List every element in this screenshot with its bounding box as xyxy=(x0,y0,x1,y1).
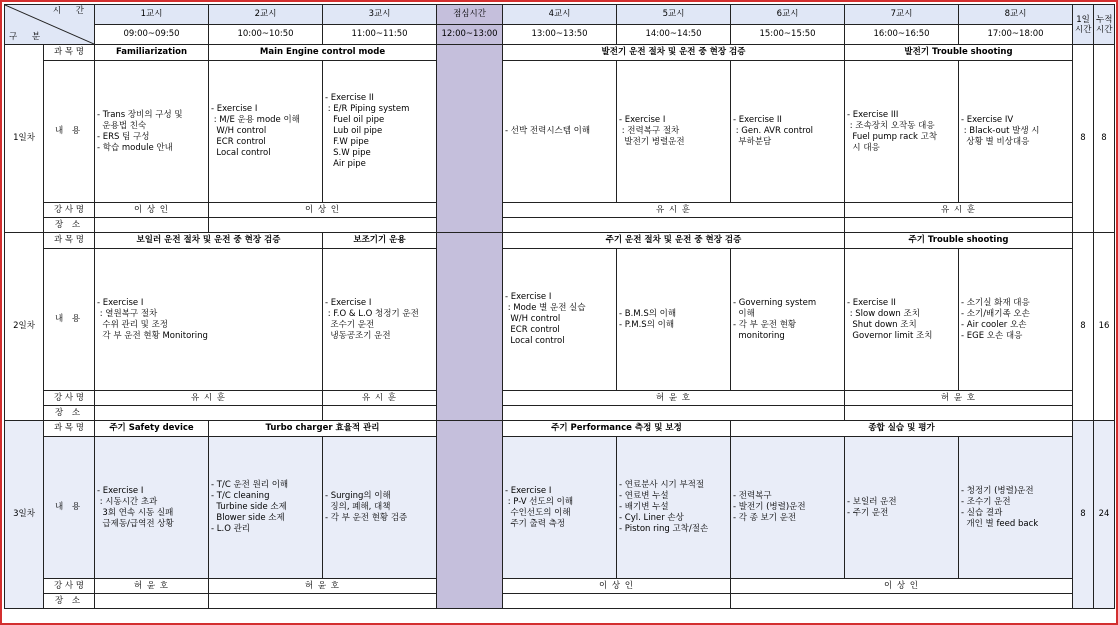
day3-content-p3: - Surging의 이해 징의, 폐해, 대책 - 각 부 운전 현황 검증 xyxy=(323,437,437,579)
day1-cumulative-hours: 8 xyxy=(1094,45,1115,233)
day3-venue-cell xyxy=(503,594,731,609)
day3-instructor-row xyxy=(5,579,1115,594)
day2-content-p8: - 소기실 화재 대응 - 소기/배기족 오손 - Air cooler 오손 - EGE 오손 대응 xyxy=(959,249,1073,391)
period-3-time: 11:00~11:50 xyxy=(323,25,437,45)
day3-instructor-2: 허 윤 호 xyxy=(209,579,437,594)
header-row-periods xyxy=(5,5,1115,25)
day1-content-p3: - Exercise II : E/R Piping system Fuel oil pipe Lub oil pipe F.W pipe S.W pipe Air pipe xyxy=(323,61,437,203)
day2-content-p7: - Exercise II : Slow down 조치 Shut down 조치 Governor limit 조치 xyxy=(845,249,959,391)
day2-venue-cell xyxy=(95,406,323,421)
daily-hours-header: 1일 시간 xyxy=(1073,5,1094,45)
period-5-time: 14:00~14:50 xyxy=(617,25,731,45)
day2-lunch-block xyxy=(437,233,503,421)
day2-subject-row xyxy=(5,233,1115,249)
day1-content-p6: - Exercise II : Gen. AVR control 부하분담 xyxy=(731,61,845,203)
instructor-label: 강 사 명 xyxy=(44,391,95,406)
day3-content-p6: - 전력복구 - 발전기 (병렬)운전 - 각 종 보기 운전 xyxy=(731,437,845,579)
instructor-label: 강 사 명 xyxy=(44,579,95,594)
day2-content-p6: - Governing system 이해 - 각 부 운전 현황 monitoring xyxy=(731,249,845,391)
period-2-time: 10:00~10:50 xyxy=(209,25,323,45)
day1-venue-row xyxy=(5,218,1115,233)
period-7-time: 16:00~16:50 xyxy=(845,25,959,45)
training-schedule-table xyxy=(4,4,1115,609)
day2-instructor-4: 허 윤 호 xyxy=(845,391,1073,406)
period-8-label: 8교시 xyxy=(959,5,1073,25)
day2-venue-cell xyxy=(503,406,845,421)
corner-section-label: 구 분 xyxy=(9,32,47,42)
period-7-label: 7교시 xyxy=(845,5,959,25)
venue-label: 장 소 xyxy=(44,406,95,421)
period-5-label: 5교시 xyxy=(617,5,731,25)
day1-subject-4: 발전기 Trouble shooting xyxy=(845,45,1073,61)
corner-time-label: 시 간 xyxy=(52,6,90,16)
day2-content-p3: - Exercise I : F.O & L.O 청정기 운전 조수기 운전 냉동공조기 운전 xyxy=(323,249,437,391)
day2-instructor-3: 허 윤 호 xyxy=(503,391,845,406)
day1-content-p2: - Exercise I : M/E 운용 mode 이해 W/H control ECR control Local control xyxy=(209,61,323,203)
cumulative-hours-header: 누적 시간 xyxy=(1094,5,1115,45)
day2-subject-2: 보조기기 운용 xyxy=(323,233,437,249)
day1-venue-cell xyxy=(95,218,209,233)
day3-content-row xyxy=(5,437,1115,579)
day1-content-p1: - Trans 장비의 구성 및 운용법 친숙 - ERS 팀 구성 - 학습 module 안내 xyxy=(95,61,209,203)
day2-label: 2일차 xyxy=(5,233,44,421)
day3-lunch-block xyxy=(437,421,503,609)
subject-label: 과 목 명 xyxy=(44,233,95,249)
day2-subject-1: 보일러 운전 절차 및 운전 중 현장 검증 xyxy=(95,233,323,249)
day3-content-p8: - 청정기 (병렬)운전 - 조수기 운전 - 실습 결과 개인 별 feed back xyxy=(959,437,1073,579)
day2-content-p4: - Exercise I : Mode 별 운전 실습 W/H control ECR control Local control xyxy=(503,249,617,391)
day2-content-row xyxy=(5,249,1115,391)
day3-subject-1: 주기 Safety device xyxy=(95,421,209,437)
day2-venue-row xyxy=(5,406,1115,421)
day1-daily-hours: 8 xyxy=(1073,45,1094,233)
period-2-label: 2교시 xyxy=(209,5,323,25)
day3-label: 3일차 xyxy=(5,421,44,609)
instructor-label: 강 사 명 xyxy=(44,203,95,218)
day2-venue-cell xyxy=(845,406,1073,421)
day2-content-p12: - Exercise I : 열원복구 절차 수위 관리 및 조정 각 부 운전 현황 Monitoring xyxy=(95,249,323,391)
day1-content-p8: - Exercise IV : Black-out 발생 시 상황 별 비상대응 xyxy=(959,61,1073,203)
day2-daily-hours: 8 xyxy=(1073,233,1094,421)
day1-lunch-block xyxy=(437,45,503,233)
period-6-label: 6교시 xyxy=(731,5,845,25)
content-label: 내 용 xyxy=(44,437,95,579)
period-4-time: 13:00~13:50 xyxy=(503,25,617,45)
day2-subject-4: 주기 Trouble shooting xyxy=(845,233,1073,249)
day1-instructor-row xyxy=(5,203,1115,218)
day3-subject-2: Turbo charger 효율적 관리 xyxy=(209,421,437,437)
day2-cumulative-hours: 16 xyxy=(1094,233,1115,421)
day1-instructor-1: 이 상 인 xyxy=(95,203,209,218)
day1-subject-1: Familiarization xyxy=(95,45,209,61)
day1-venue-cell xyxy=(209,218,437,233)
day3-content-p4: - Exercise I : P-V 선도의 이해 수인선도의 이해 주기 출력 측정 xyxy=(503,437,617,579)
period-3-label: 3교시 xyxy=(323,5,437,25)
period-4-label: 4교시 xyxy=(503,5,617,25)
day3-venue-row xyxy=(5,594,1115,609)
day2-instructor-row xyxy=(5,391,1115,406)
day1-subject-row xyxy=(5,45,1115,61)
day1-instructor-2: 이 상 인 xyxy=(209,203,437,218)
day3-content-p1: - Exercise I : 시동시간 초과 3회 연속 시동 실패 급제동/급역전 상황 xyxy=(95,437,209,579)
day3-instructor-3: 이 상 인 xyxy=(503,579,731,594)
day1-content-p7: - Exercise III : 조속장치 오작동 대응 Fuel pump rack 고착 시 대응 xyxy=(845,61,959,203)
day1-subject-3: 발전기 운전 절차 및 운전 중 현장 검증 xyxy=(503,45,845,61)
day2-subject-3: 주기 운전 절차 및 운전 중 현장 검증 xyxy=(503,233,845,249)
lunch-time: 12:00~13:00 xyxy=(437,25,503,45)
lunch-label: 점심시간 xyxy=(437,5,503,25)
period-1-label: 1교시 xyxy=(95,5,209,25)
period-8-time: 17:00~18:00 xyxy=(959,25,1073,45)
day1-subject-2: Main Engine control mode xyxy=(209,45,437,61)
day3-venue-cell xyxy=(209,594,437,609)
day3-content-p2: - T/C 운전 원리 이해 - T/C cleaning Turbine side 소제 Blower side 소제 - L.O 관리 xyxy=(209,437,323,579)
day2-instructor-1: 유 시 훈 xyxy=(95,391,323,406)
day1-instructor-4: 유 시 훈 xyxy=(845,203,1073,218)
subject-label: 과 목 명 xyxy=(44,45,95,61)
day1-label: 1일차 xyxy=(5,45,44,233)
content-label: 내 용 xyxy=(44,61,95,203)
day3-content-p5: - 연료분사 시기 부적절 - 연료변 누설 - 배기변 누설 - Cyl. Liner 손상 - Piston ring 고착/절손 xyxy=(617,437,731,579)
day3-instructor-1: 허 윤 호 xyxy=(95,579,209,594)
venue-label: 장 소 xyxy=(44,218,95,233)
day1-venue-cell xyxy=(503,218,845,233)
day1-content-row xyxy=(5,61,1115,203)
venue-label: 장 소 xyxy=(44,594,95,609)
header-row-times xyxy=(5,25,1115,45)
day3-daily-hours: 8 xyxy=(1073,421,1094,609)
corner-cell xyxy=(5,5,95,45)
period-1-time: 09:00~09:50 xyxy=(95,25,209,45)
day1-content-p4: - 선박 전력시스템 이해 xyxy=(503,61,617,203)
period-6-time: 15:00~15:50 xyxy=(731,25,845,45)
day3-subject-4: 종합 실습 및 평가 xyxy=(731,421,1073,437)
day1-instructor-3: 유 시 훈 xyxy=(503,203,845,218)
day3-content-p7: - 보일러 운전 - 주기 운전 xyxy=(845,437,959,579)
day2-instructor-2: 유 시 훈 xyxy=(323,391,437,406)
day3-instructor-4: 이 상 인 xyxy=(731,579,1073,594)
day3-subject-row xyxy=(5,421,1115,437)
day3-venue-cell xyxy=(731,594,1073,609)
day2-venue-cell xyxy=(323,406,437,421)
day3-cumulative-hours: 24 xyxy=(1094,421,1115,609)
day2-content-p5: - B.M.S의 이해 - P.M.S의 이해 xyxy=(617,249,731,391)
day1-content-p5: - Exercise I : 전력복구 절차 발전기 병렬운전 xyxy=(617,61,731,203)
subject-label: 과 목 명 xyxy=(44,421,95,437)
day1-venue-cell xyxy=(845,218,1073,233)
content-label: 내 용 xyxy=(44,249,95,391)
day3-venue-cell xyxy=(95,594,209,609)
day3-subject-3: 주기 Performance 측정 및 보정 xyxy=(503,421,731,437)
